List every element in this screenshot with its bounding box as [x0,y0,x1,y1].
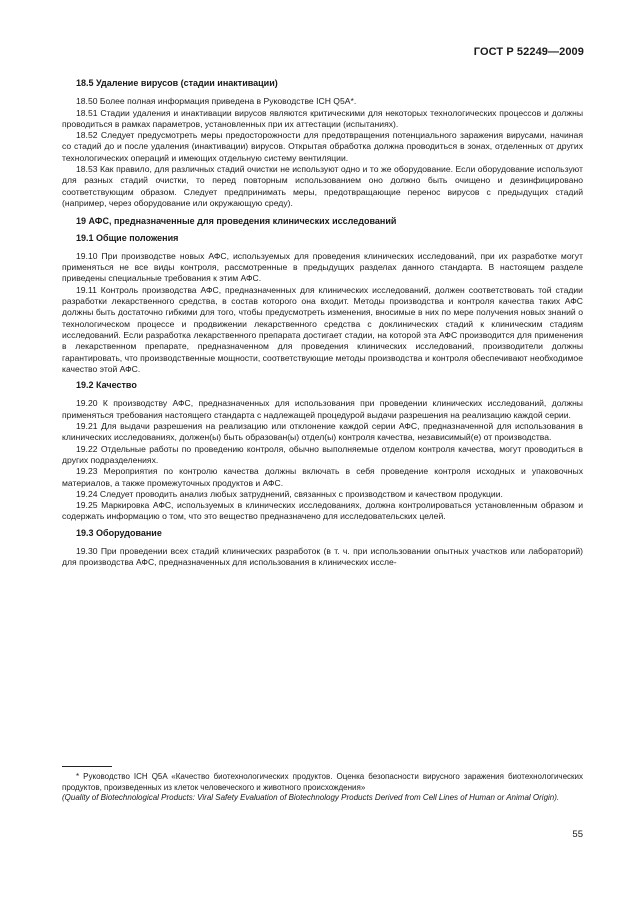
section-heading-18-5: 18.5 Удаление вирусов (стадии инактивации) [76,78,278,88]
paragraph-19-11: 19.11 Контроль производства АФС, предназначенных для клинических исследований, должен соответствовать той стадии разработки лекарственного средства, в состав которого она входит. Методы производства и контроля качества таких АФС должны быть достаточно гибкими для того, чтобы предусмотреть изменения, вносимые в них по мере получения новых знаний о технологическом процессе и продвижении лекарственного средства с доклинических стадий к клиническим стадиям исследований. Если разработка лекарственного препарата достигает стадии, на которой эта АФС производится для применения в лекарственном препарате, предназначенном для проведения клинических исследований, производители должны гарантировать, что производственные мощности, соответствующие методы производства и контроля обеспечивают необходимое качество этой АФС. [62,284,583,374]
page-number: 55 [572,829,583,840]
paragraph-18-53: 18.53 Как правило, для различных стадий очистки не используют одно и то же оборудование. Если оборудование используют для разных стадий очистки, то перед повторным использованием оно должно быть очищено и дезинфицировано соответствующим образом. Следует предпринимать меры, предотвращающие перенос вирусов с предыдущих стадий (например, через оборудование или окружающую среду). [62,164,583,208]
paragraph-19-23: 19.23 Мероприятия по контролю качества должны включать в себя проведение контроля исходных и упаковочных материалов, а также промежуточных продуктов и АФС. [62,466,583,488]
paragraph-19-22: 19.22 Отдельные работы по проведению контроля, обычно выполняемые отделом контроля качества, могут проводиться в других подразделениях. [62,443,583,465]
footnote [62,772,583,804]
paragraph-19-10: 19.10 При производстве новых АФС, используемых для проведения клинических исследований, при их разработке могут применяться не все виды контроля, рассмотренные в предыдущих разделах данного стандарта. В настоящем разделе приведены специальные требования к этим АФС. [62,250,583,284]
footnote-separator [62,766,112,767]
paragraph-19-24: 19.24 Следует проводить анализ любых затруднений, связанных с производством и качеством продукции. [76,488,503,499]
footnote-text-en: (Quality of Biotechnological Products: Viral Safety Evaluation of Biotechnology Products Derived from Cell Lines of Human or Animal Origin). [62,793,560,803]
paragraph-18-52: 18.52 Следует предусмотреть меры предосторожности для предотвращения потенциального заражения вирусами, начиная со стадий до и после удаления (инактивации) вирусов. Открытая обработка должна проводиться в зонах, отделенных от других технологических операций и имеющих отдельную систему вентиляции. [62,130,583,163]
paragraph-19-21: 19.21 Для выдачи разрешения на реализацию или отклонение каждой серии АФС, предназначенной для использования в клинических исследованиях, должен(ы) быть образован(ы) отдел(ы) контроля качества, независимый(е) от производства. [62,421,583,443]
paragraph-19-30: 19.30 При проведении всех стадий клинических разработок (в т. ч. при использовании опытных участков или лабораторий) для производства АФС, предназначенных для использования в клинических иссле- [62,545,583,568]
paragraph-19-20: 19.20 К производству АФС, предназначенных для использования при проведении клинических исследований, должны применяться требования настоящего стандарта с надлежащей процедурой выдачи разрешения на реализацию каждой серии. [62,398,583,420]
paragraph-18-50: 18.50 Более полная информация приведена в Руководстве ICH Q5A*. [76,96,357,107]
document-body [62,78,583,569]
chapter-heading-19: 19 АФС, предназначенные для проведения клинических исследований [76,216,397,227]
footnote-text-ru: * Руководство ICH Q5A «Качество биотехнологических продуктов. Оценка безопасности вирусного заражения биотехнологических продуктов, произведенных из клеток человеческого и животного происхождения» [62,772,583,792]
section-heading-19-1: 19.1 Общие положения [76,232,179,243]
paragraph-18-51: 18.51 Стадии удаления и инактивации вирусов являются критическими для некоторых технологических процессов и должны проводиться в рамках параметров, установленных при их аттестации (испытаниях). [62,107,583,129]
document-code: ГОСТ Р 52249—2009 [473,46,584,58]
section-heading-19-2: 19.2 Качество [76,380,137,391]
section-heading-19-3: 19.3 Оборудование [76,527,162,538]
paragraph-19-25: 19.25 Маркировка АФС, используемых в клинических исследованиях, должна контролироваться установленным образом и содержать информацию о том, что это вещество предназначено для исследовательских целей. [62,500,583,522]
